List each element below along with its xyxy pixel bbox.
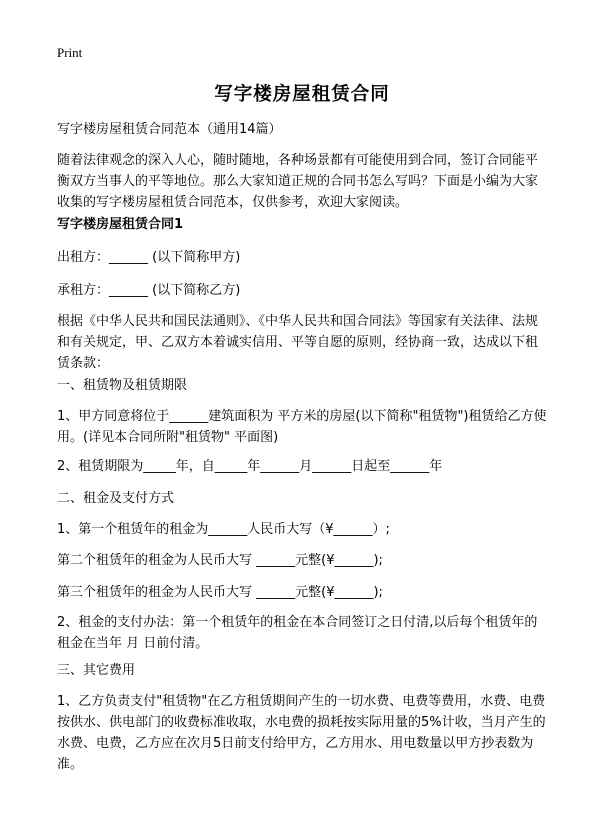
basis-paragraph: 根据《中华人民共和国民法通则》、《中华人民共和国合同法》等国家有关法律、法规和有关规定，甲、乙双方本着诚实信用、平等自愿的原则，经协商一致，达成以下租赁条款：	[57, 314, 539, 371]
section-2-item-1b: 第二个租赁年的租金为人民币大写 ______元整(¥______);	[57, 553, 383, 568]
print-link[interactable]: Print	[57, 45, 83, 60]
section-2-item-1: 1、第一个租赁年的租金为______人民币大写（¥______）;	[57, 522, 390, 537]
section-2-title: 二、租金及支付方式	[57, 491, 175, 506]
section-heading: 写字楼房屋租赁合同1	[57, 217, 184, 232]
section-1-item-2: 2、租赁期限为_____年，自_____年______月______日起至______年	[57, 459, 443, 474]
section-1-title: 一、租赁物及租赁期限	[57, 378, 188, 393]
section-3-item-1: 1、乙方负责支付"租赁物"在乙方租赁期间产生的一切水费、电费等费用，水费、电费按供水、供电部门的收费标准收取，水电费的损耗按实际用量的5%计收，当月产生的水费、电费，乙方应在次月5日前支付给甲方，乙方用水、用电数量以甲方抄表数为准。	[57, 694, 546, 772]
lessor-line: 出租方：______ (以下简称甲方)	[57, 250, 241, 265]
intro-paragraph: 随着法律观念的深入人心，随时随地，各种场景都有可能使用到合同，签订合同能平衡双方当事人的平等地位。那么大家知道正规的合同书怎么写吗？下面是小编为大家收集的写字楼房屋租赁合同范本，仅供参考，欢迎大家阅读。	[57, 153, 539, 210]
lessee-line: 承租方：______ (以下简称乙方)	[57, 283, 241, 298]
section-2-item-1c: 第三个租赁年的租金为人民币大写 ______元整(¥______);	[57, 585, 383, 600]
section-1-item-1: 1、甲方同意将位于______建筑面积为 平方米的房屋(以下简称"租赁物")租赁给乙方使用。(详见本合同所附"租赁物" 平面图)	[57, 409, 547, 445]
section-2-item-2: 2、租金的支付办法：第一个租赁年的租金在本合同签订之日付清,以后每个租赁年的租金在当年 月 日前付清。	[57, 615, 538, 651]
page-title: 写字楼房屋租赁合同	[214, 84, 390, 105]
document-subtitle: 写字楼房屋租赁合同范本（通用14篇）	[57, 122, 282, 137]
section-3-title: 三、其它费用	[57, 663, 136, 678]
